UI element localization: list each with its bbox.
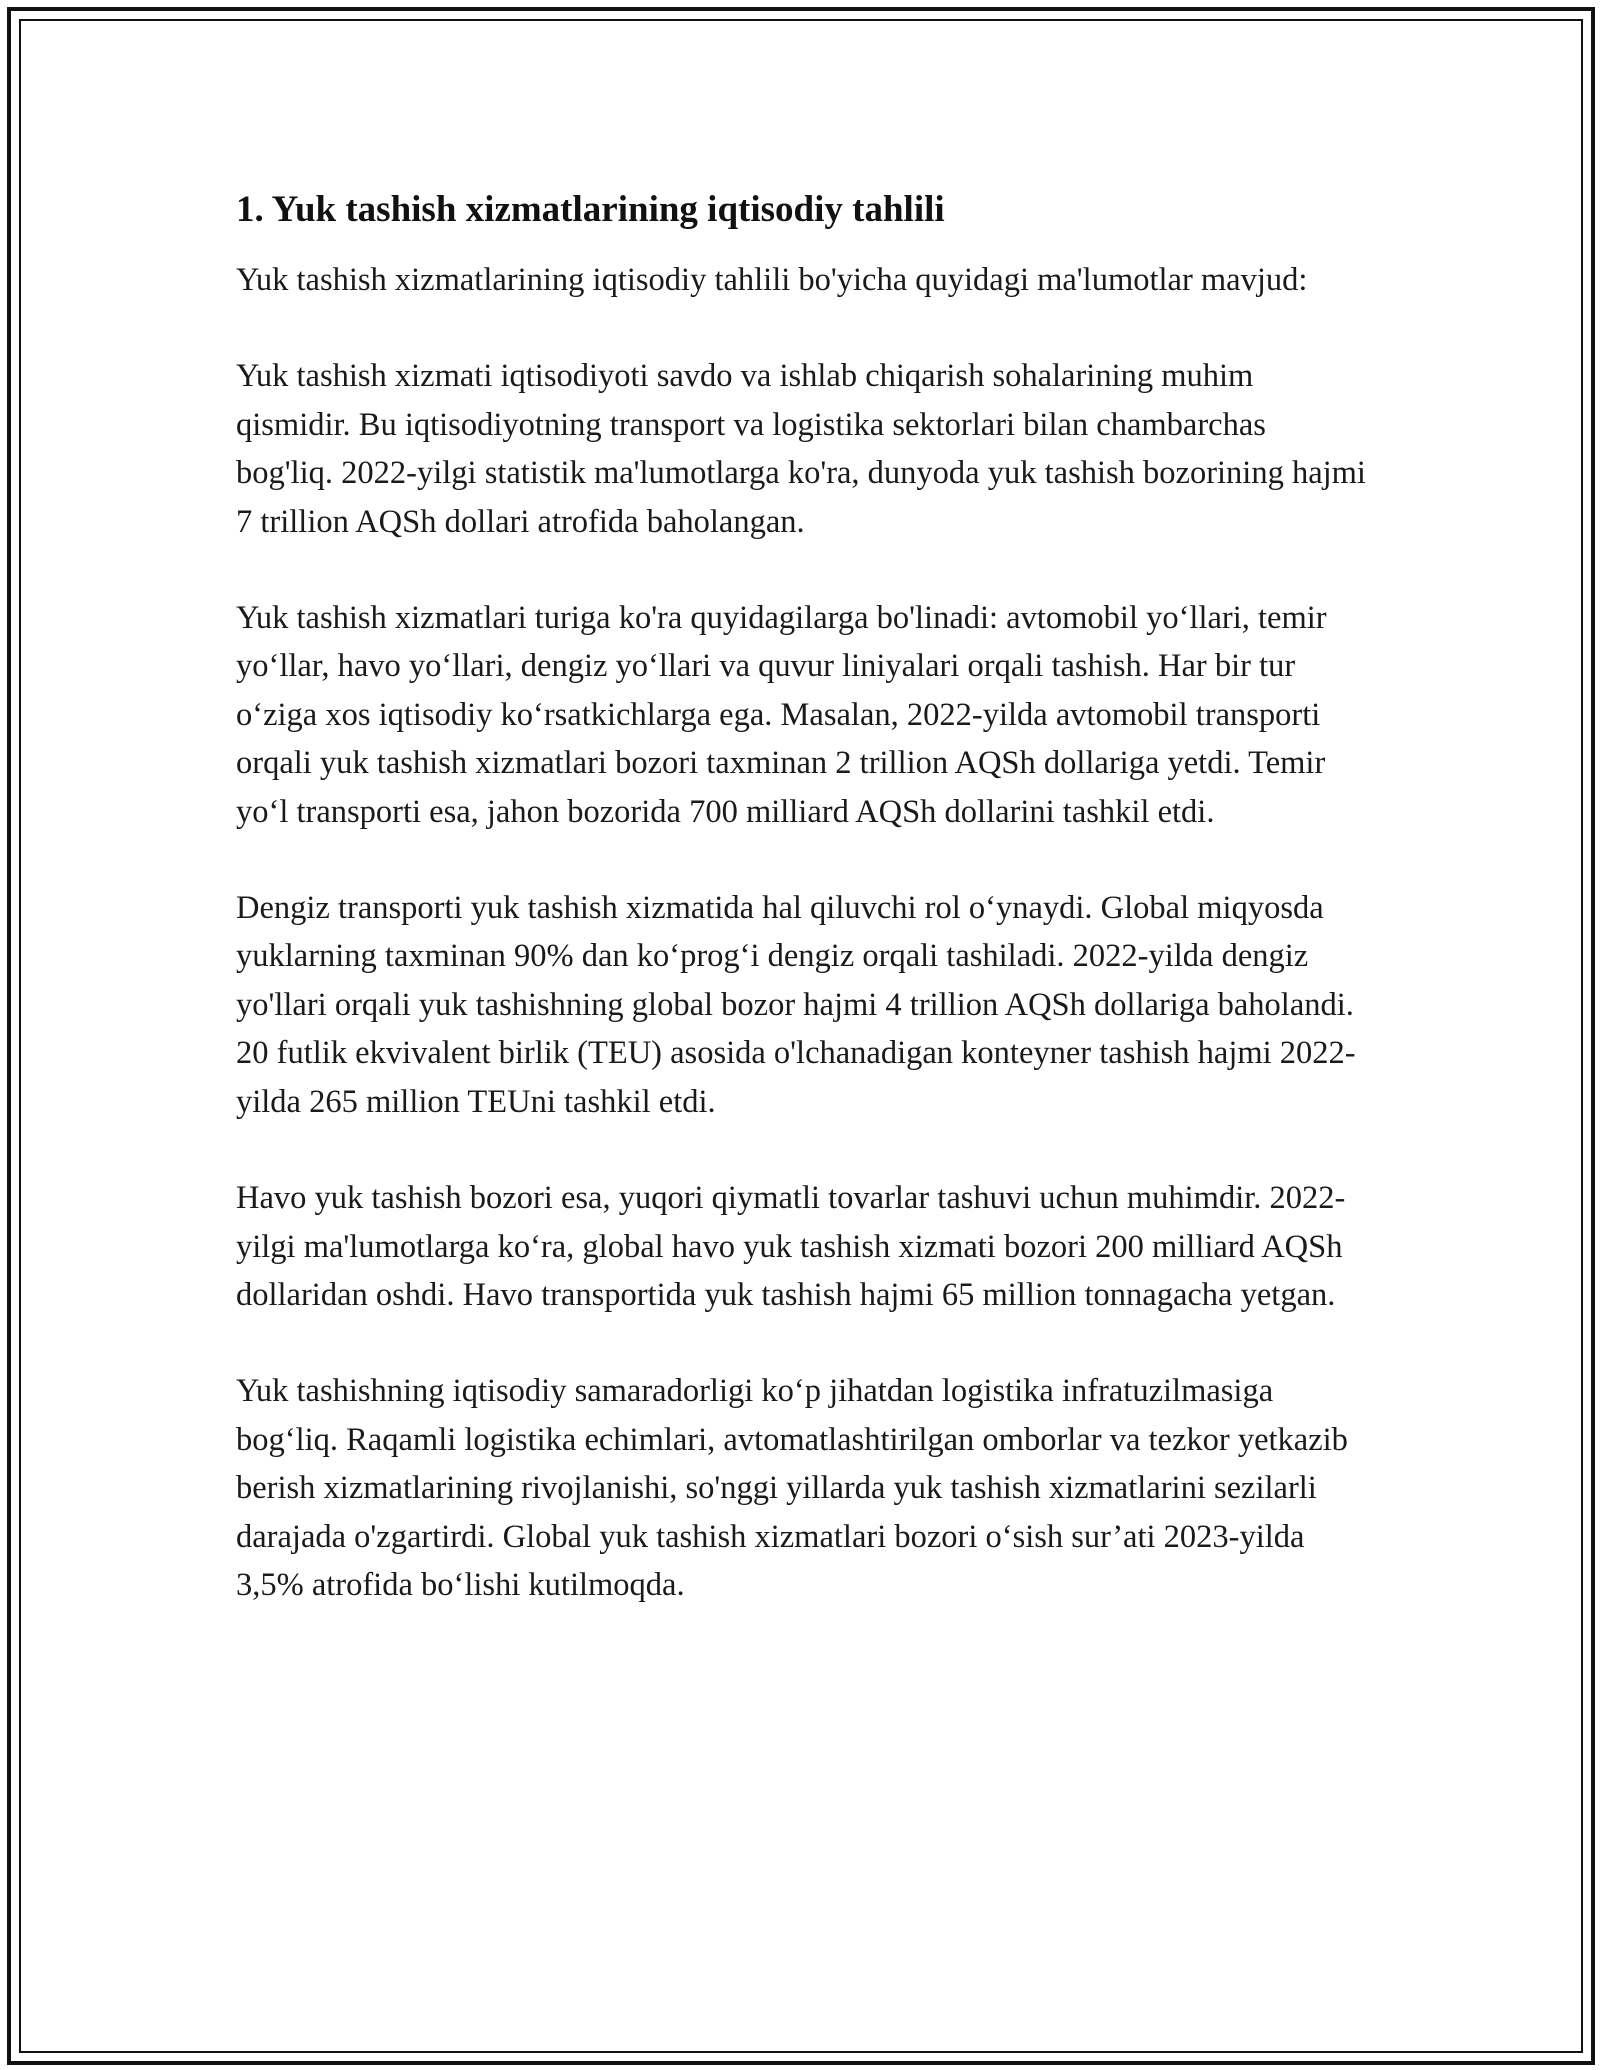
paragraph-sea-transport: Dengiz transporti yuk tashish xizmatida hal qiluvchi rol o‘ynaydi. Global miqyosda yuklarning taxminan 90% dan ko‘prog‘i dengiz orqali tashiladi. 2022-yilda dengiz yo'llari orqali yuk tashishning global bozor hajmi 4 trillion AQSh dollariga baholandi. 20 futlik ekvivalent birlik (TEU) asosida o'lchanadigan konteyner tashish hajmi 2022-yilda 265 million TEUni tashkil etdi. (236, 890, 1356, 1120)
document-title: 1. Yuk tashish xizmatlarining iqtisodiy tahlili (236, 189, 945, 230)
paragraph-air-cargo: Havo yuk tashish bozori esa, yuqori qiymatli tovarlar tashuvi uchun muhimdir. 2022-yilgi ma'lumotlarga ko‘ra, global havo yuk tashish xizmati bozori 200 milliard AQSh dollaridan oshdi. Havo transportida yuk tashish hajmi 65 million tonnagacha yetgan. (236, 1180, 1346, 1313)
paragraph-intro: Yuk tashish xizmatlarining iqtisodiy tahlili bo'yicha quyidagi ma'lumotlar mavjud: (236, 262, 1308, 298)
paragraph-market-size: Yuk tashish xizmati iqtisodiyoti savdo va ishlab chiqarish sohalarining muhim qismidir. Bu iqtisodiyotning transport va logistika sektorlari bilan chambarchas bog'liq. 2022-yilgi statistik ma'lumotlarga ko'ra, dunyoda yuk tashish bozorining hajmi 7 trillion AQSh dollari atrofida baholangan. (236, 358, 1366, 540)
paragraph-efficiency: Yuk tashishning iqtisodiy samaradorligi ko‘p jihatdan logistika infratuzilmasiga bog‘liq. Raqamli logistika echimlari, avtomatlashtirilgan omborlar va tezkor yetkazib berish xizmatlarining rivojlanishi, so'nggi yillarda yuk tashish xizmatlarini sezilarli darajada o'zgartirdi. Global yuk tashish xizmatlari bozori o‘sish sur’ati 2023-yilda 3,5% atrofida bo‘lishi kutilmoqda. (236, 1373, 1348, 1603)
paragraph-transport-types: Yuk tashish xizmatlari turiga ko'ra quyidagilarga bo'linadi: avtomobil yo‘llari, temir yo‘llar, havo yo‘llari, dengiz yo‘llari va quvur liniyalari orqali tashish. Har bir tur o‘ziga xos iqtisodiy ko‘rsatkichlarga ega. Masalan, 2022-yilda avtomobil transporti orqali yuk tashish xizmatlari bozori taxminan 2 trillion AQSh dollariga yetdi. Temir yo‘l transporti esa, jahon bozorida 700 milliard AQSh dollarini tashkil etdi. (236, 600, 1327, 830)
document-body (236, 186, 1366, 1657)
